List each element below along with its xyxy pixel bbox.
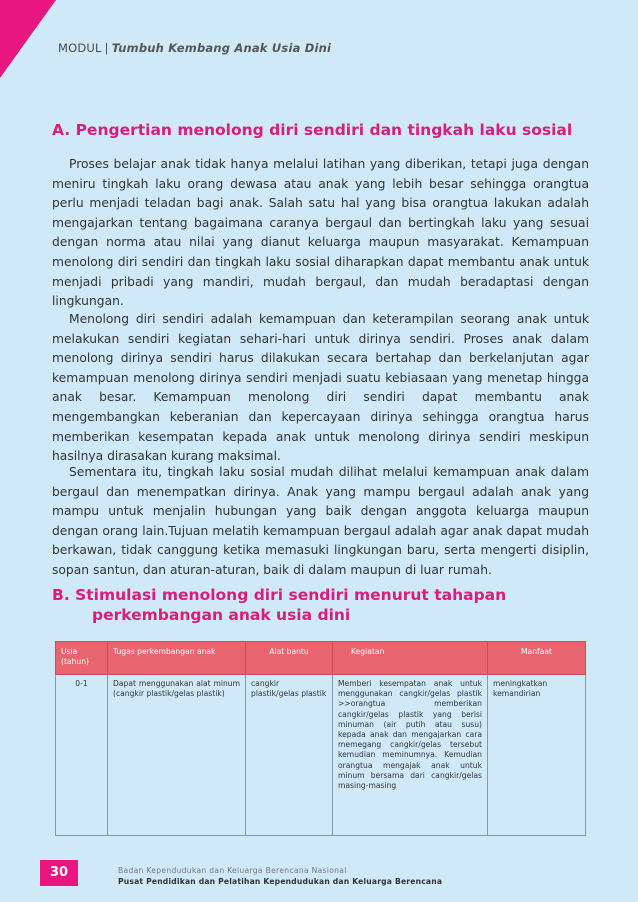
cell-kegiatan: Memberi kesempatan anak untuk menggunakan cangkir/gelas plastik >>orangtua memberikan cangkir/gelas plastik yang berisi minuman (air putih atau susu) kepada anak dan mengajarkan cara memegang cangkir/gelas tersebut kemudian meminumnya. Kemudian orangtua mengajak anak untuk minum bersama dari cangkir/gelas masing-masing <box>333 675 488 836</box>
page-number: 30 <box>40 860 78 886</box>
header-module: MODUL <box>58 41 102 55</box>
paragraph-1: Proses belajar anak tidak hanya melalui latihan yang diberikan, tetapi juga dengan meniru tingkah laku orang dewasa atau anak yang lebih besar sehingga orangtua perlu menjadi teladan bagi anak. Salah satu hal yang bisa orangtua lakukan adalah mengajarkan tentang bagaimana caranya bergaul dan bertingkah laku yang sesuai dengan norma atau nilai yang dianut keluarga maupun masyarakat. Kemampuan menolong diri sendiri dan tingkah laku sosial diharapkan dapat membantu anak untuk menjadi pribadi yang mandiri, mudah bergaul, dan mudah beradaptasi dengan lingkungan. <box>52 157 589 309</box>
footer-line-2: Pusat Pendidikan dan Pelatihan Kependudukan dan Keluarga Berencana <box>118 877 443 886</box>
header-kegiatan: Kegiatan <box>333 642 488 675</box>
cell-alat-bantu: cangkir plastik/gelas plastik <box>246 675 333 836</box>
stimulation-table <box>55 641 586 836</box>
header-title: Tumbuh Kembang Anak Usia Dini <box>111 41 332 55</box>
header-alat-bantu: Alat bantu <box>246 642 333 675</box>
cell-usia: 0-1 <box>56 675 108 836</box>
section-b-heading-line1: B. Stimulasi menolong diri sendiri menurut tahapan <box>52 586 507 604</box>
footer-line-1: Badan Kependudukan dan Keluarga Berencana Nasional <box>118 866 347 875</box>
table-row <box>56 675 586 836</box>
header-manfaat: Manfaat <box>488 642 586 675</box>
paragraph-3: Sementara itu, tingkah laku sosial mudah dilihat melalui kemampuan anak dalam bergaul dan menempatkan dirinya. Anak yang mampu bergaul adalah anak yang mampu untuk menjalin hubungan yang baik dengan anggota keluarga maupun dengan orang lain.Tujuan melatih kemampuan bergaul adalah agar anak dapat mudah berkawan, tidak canggung ketika memasuki lingkungan baru, serta mengerti disiplin, sopan santun, dan aturan-aturan, baik di dalam maupun di luar rumah. <box>52 465 589 577</box>
header-tugas: Tugas perkembangan anak <box>108 642 246 675</box>
cell-manfaat: meningkatkan kemandirian <box>488 675 586 836</box>
header-usia: Usia (tahun) <box>56 642 108 675</box>
corner-decoration <box>0 0 56 78</box>
running-header <box>58 41 331 55</box>
section-b-heading-line2: perkembangan anak usia dini <box>92 606 351 624</box>
header-separator: | <box>104 41 109 55</box>
section-a-heading: A. Pengertian menolong diri sendiri dan tingkah laku sosial <box>52 121 573 139</box>
footer-institution <box>118 865 442 887</box>
paragraph-2: Menolong diri sendiri adalah kemampuan dan keterampilan seorang anak untuk melakukan sendiri kegiatan sehari-hari untuk dirinya sendiri. Proses anak dalam menolong dirinya sendiri harus dilakukan secara bertahap dan berkelanjutan agar kemampuan menolong dirinya sendiri menjadi suatu kebiasaan yang menetap hingga anak besar. Kemampuan menolong diri sendiri dapat membantu anak mengembangkan keberanian dan kepercayaan dirinya sehingga orangtua harus memberikan kesempatan kepada anak untuk menolong dirinya sendiri meskipun hasilnya dirasakan kurang maksimal. <box>52 312 589 464</box>
table-header-row <box>56 642 586 675</box>
cell-tugas: Dapat menggunakan alat minum (cangkir plastik/gelas plastik) <box>108 675 246 836</box>
section-b-heading <box>52 585 592 625</box>
